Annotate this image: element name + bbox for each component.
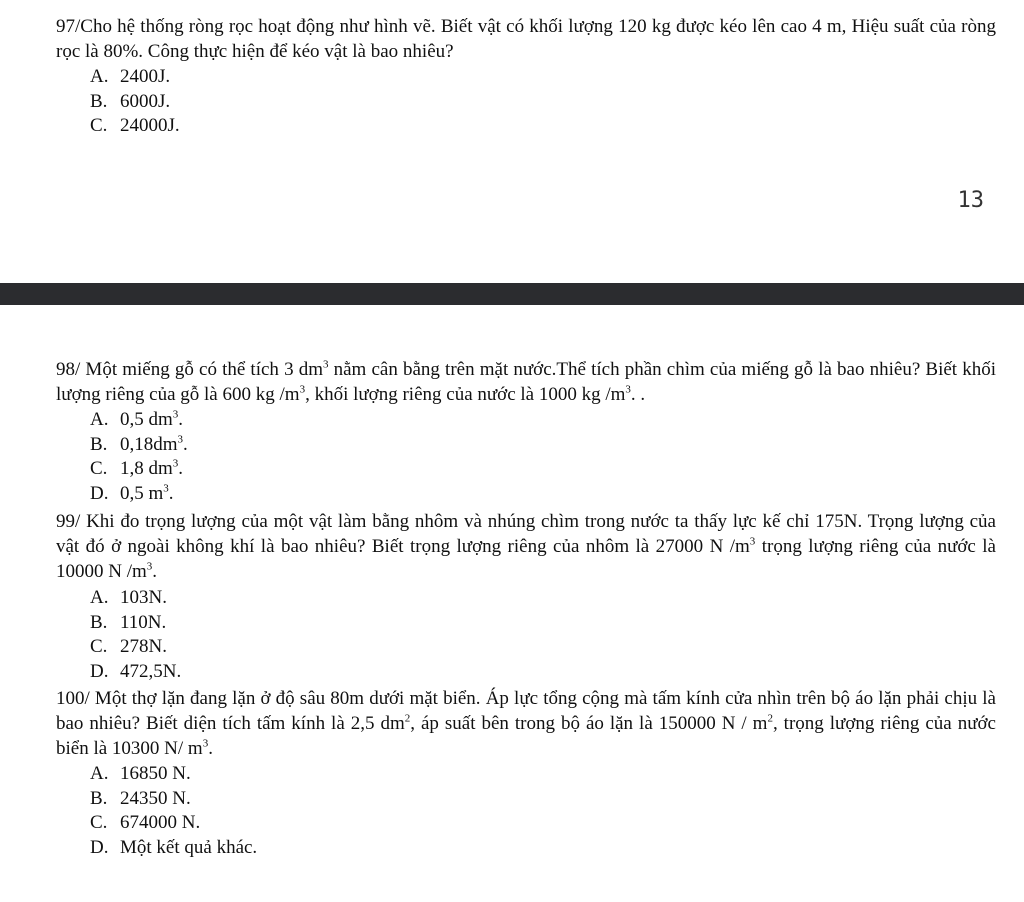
option-100-d: D. Một kết quả khác. [90, 836, 258, 858]
option-98-a: A. 0,5 $dm^3$. [90, 408, 184, 430]
page-bottom [0, 305, 1024, 902]
option-99-d: D. 472,5N. [90, 660, 182, 682]
options-100 [90, 762, 257, 860]
question-100: 100/ Một thợ lặn đang lặn ở độ sâu 80m dưới mặt biển. Áp lực tổng cộng mà tấm kính cửa nhìn trên bộ áo lặn phải chịu là bao nhiêu? Biết diện tích tấm kính là 2,5 $dm^2$, áp suất bên trong bộ áo lặn là 150000 N / $m^2$, trọng lượng riêng của nước biển là 10300 N/ $m^3$. [56, 688, 996, 759]
question-98: 98/ Một miếng gỗ có thể tích 3 $dm^3$ nằm cân bằng trên mặt nước.Thể tích phần chìm của miếng gỗ là bao nhiêu? Biết khối lượng riêng của gỗ là 600 kg $/m^3$, khối lượng riêng của nước là 1000 kg $/m^3$. . [56, 358, 996, 405]
option-99-c: C. 278N. [90, 636, 167, 657]
option-100-c: C. 674000 N. [90, 812, 201, 833]
options-98 [90, 408, 188, 506]
page-divider [0, 283, 1024, 305]
option-97-a: A. 2400J. [90, 66, 171, 87]
option-98-c: C. 1,8 $dm^3$. [90, 457, 184, 479]
question-97: 97/Cho hệ thống ròng rọc hoạt động như hình vẽ. Biết vật có khối lượng 120 kg được kéo lên cao 4 m, Hiệu suất của ròng rọc là 80%. Công thực hiện để kéo vật là bao nhiêu? [56, 16, 996, 62]
option-99-a: A. 103N. [90, 587, 167, 608]
option-97-c: C. 24000J. [90, 115, 180, 136]
option-98-b: B. $0,18dm^3$. [90, 433, 188, 455]
option-97-b: B. 6000J. [90, 90, 171, 112]
option-98-d: D. 0,5 $m^3$. [90, 482, 174, 504]
page-number: 13 [957, 188, 984, 213]
option-100-b: B. 24350 N. [90, 787, 191, 809]
page-top [0, 0, 1024, 283]
options-99 [90, 586, 181, 684]
question-99: 99/ Khi đo trọng lượng của một vật làm bằng nhôm và nhúng chìm trong nước ta thấy lực kế chỉ 175N. Trọng lượng của vật đó ở ngoài không khí là bao nhiêu? Biết trọng lượng riêng của nhôm là 27000 N $/m^3$ trọng lượng riêng của nước là 10000 N $/m^3$. [56, 511, 996, 582]
option-99-b: B. 110N. [90, 611, 167, 633]
options-97 [90, 65, 180, 139]
option-100-a: A. 16850 N. [90, 763, 191, 784]
